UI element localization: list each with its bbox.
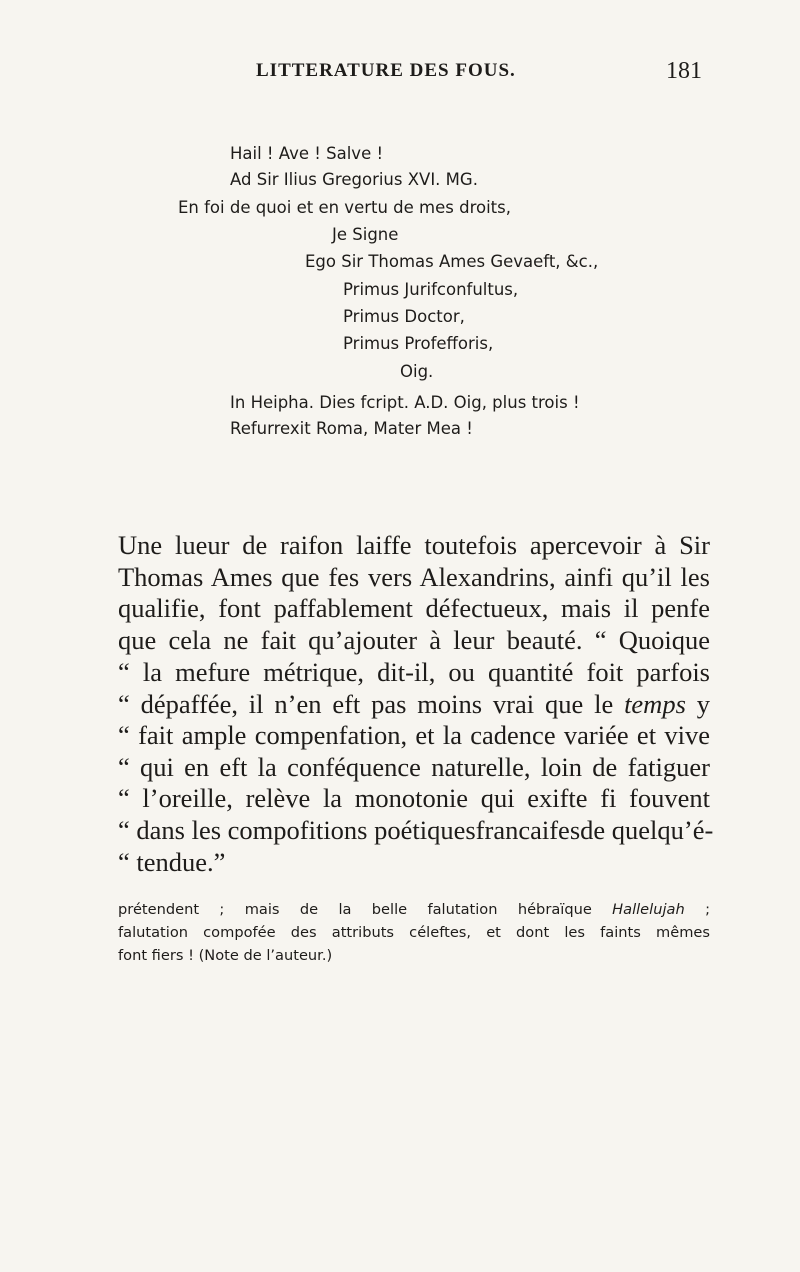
paragraph-line: “ la mefure métrique, dit-il, ou quantité foit parfois	[118, 657, 710, 687]
verse-line: Primus Doctor,	[343, 307, 465, 326]
verse-line: In Heipha. Dies fcript. A.D. Oig, plus trois !	[230, 393, 580, 412]
paragraph-line: “ l’oreille, relève la monotonie qui exifte fi fouvent	[118, 783, 710, 813]
page-number: 181	[666, 58, 702, 84]
paragraph-line: “ fait ample compenfation, et la cadence variée et vive	[118, 720, 710, 750]
paragraph-line	[118, 689, 710, 720]
verse-line: Ad Sir Ilius Gregorius XVI. MG.	[230, 170, 478, 189]
paragraph-line: “ qui en eft la conféquence naturelle, loin de fatiguer	[118, 752, 710, 782]
italic-word: Hallelujah	[612, 901, 685, 918]
paragraph-line: Thomas Ames que fes vers Alexandrins, ainfi qu’il les	[118, 562, 710, 592]
verse-line: Primus Jurifconfultus,	[343, 280, 519, 299]
verse-line: Ego Sir Thomas Ames Gevaeft, &c.,	[305, 252, 599, 271]
verse-line: Primus Profefforis,	[343, 334, 494, 353]
footnote-line	[118, 901, 710, 918]
paragraph-line: qualifie, font paffablement défectueux, mais il penfe	[118, 593, 710, 623]
footnote-line: font fiers ! (Note de l’auteur.)	[118, 947, 333, 964]
verse-line: En foi de quoi et en vertu de mes droits,	[178, 198, 511, 217]
text-run: y	[685, 689, 710, 719]
running-header: LITTERATURE DES FOUS.	[256, 60, 516, 81]
text-run: prétendent ; mais de la belle falutation hébraïque	[118, 901, 613, 918]
text-run: “ dépaffée, il n’en eft pas moins vrai que le	[118, 689, 625, 719]
footnote-line: falutation compofée des attributs céleftes, et dont les faints mêmes	[118, 924, 710, 941]
text-run: ;	[684, 901, 710, 918]
paragraph-line: “ tendue.”	[118, 847, 226, 877]
paragraph-line: que cela ne fait qu’ajouter à leur beauté. “ Quoique	[118, 625, 710, 655]
verse-line: Oig.	[400, 362, 434, 381]
paragraph-line: Une lueur de raifon laiffe toutefois apercevoir à Sir	[118, 530, 710, 560]
verse-line: Hail ! Ave ! Salve !	[230, 144, 384, 163]
verse-line: Je Signe	[332, 225, 399, 244]
paragraph-line: “ dans les compofitions poétiquesfrancaifesde quelqu’é-	[118, 815, 714, 845]
italic-word: temps	[624, 689, 686, 719]
verse-line: Refurrexit Roma, Mater Mea !	[230, 419, 473, 438]
